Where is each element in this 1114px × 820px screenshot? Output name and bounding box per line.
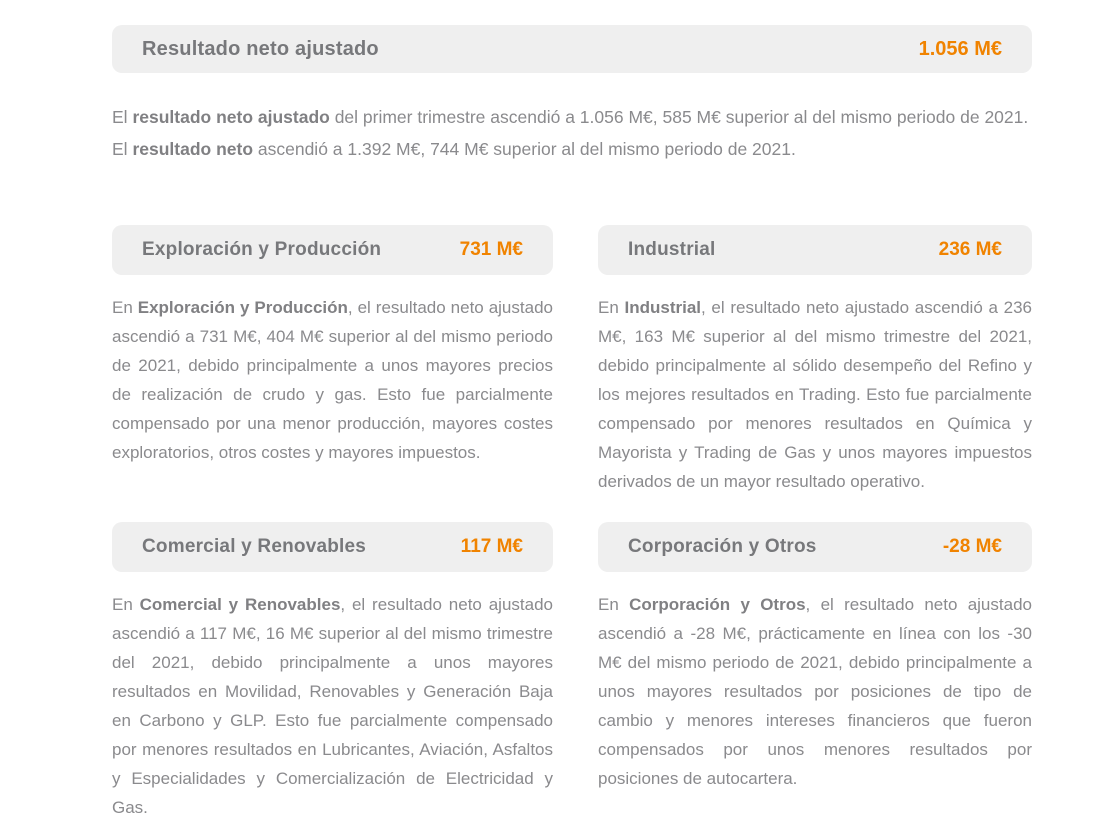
section-corporacion-y-otros [598,522,1032,793]
segments-grid [112,225,1032,820]
section-paragraph: En Exploración y Producción, el resultado neto ajustado ascendió a 731 M€, 404 M€ superior al del mismo periodo de 2021, debido principalmente a unos mayores precios de realización de crudo y gas. Esto fue parcialmente compensado por una menor producción, mayores costes exploratorios, otros costes y mayores impuestos. [112,298,553,462]
section-exploracion-y-produccion [112,225,553,467]
section-paragraph: En Industrial, el resultado neto ajustado ascendió a 236 M€, 163 M€ superior al del mismo trimestre del 2021, debido principalmente al sólido desempeño del Refino y los mejores resultados en Trading. Esto fue parcialmente compensado por menores resultados en Química y Mayorista y Trading de Gas y unos mayores impuestos derivados de un mayor resultado operativo. [598,298,1032,491]
section-title: Industrial [628,239,716,260]
report-content [112,25,1032,820]
section-title: Exploración y Producción [142,239,382,260]
summary-title: Resultado neto ajustado [142,37,379,60]
section-value: 731 M€ [459,239,523,260]
intro-paragraph: El resultado neto ajustado del primer trimestre ascendió a 1.056 M€, 585 M€ superior al del mismo periodo de 2021. El resultado neto ascendió a 1.392 M€, 744 M€ superior al del mismo periodo de 2021. [112,107,1029,159]
section-industrial [598,225,1032,496]
section-header-bar [598,225,1032,275]
section-title: Comercial y Renovables [142,536,367,557]
section-header-bar [598,522,1032,572]
section-header-bar [112,522,553,572]
summary-header-bar [112,25,1032,73]
section-title: Corporación y Otros [628,536,817,557]
section-header-bar [112,225,553,275]
section-paragraph: En Corporación y Otros, el resultado neto ajustado ascendió a -28 M€, prácticamente en línea con los -30 M€ del mismo periodo de 2021, debido principalmente a unos mayores resultados por posiciones de tipo de cambio y menores intereses financieros que fueron compensados por unos menores resultados por posiciones de autocartera. [598,595,1032,788]
section-value: -28 M€ [942,536,1002,557]
section-value: 236 M€ [938,239,1002,260]
section-paragraph: En Comercial y Renovables, el resultado neto ajustado ascendió a 117 M€, 16 M€ superior al del mismo trimestre del 2021, debido principalmente a unos mayores resultados en Movilidad, Renovables y Generación Baja en Carbono y GLP. Esto fue parcialmente compensado por menores resultados en Lubricantes, Aviación, Asfaltos y Especialidades y Comercialización de Electricidad y Gas. [112,595,553,817]
summary-value: 1.056 M€ [918,37,1002,60]
section-value: 117 M€ [460,536,523,557]
section-comercial-y-renovables [112,522,553,820]
